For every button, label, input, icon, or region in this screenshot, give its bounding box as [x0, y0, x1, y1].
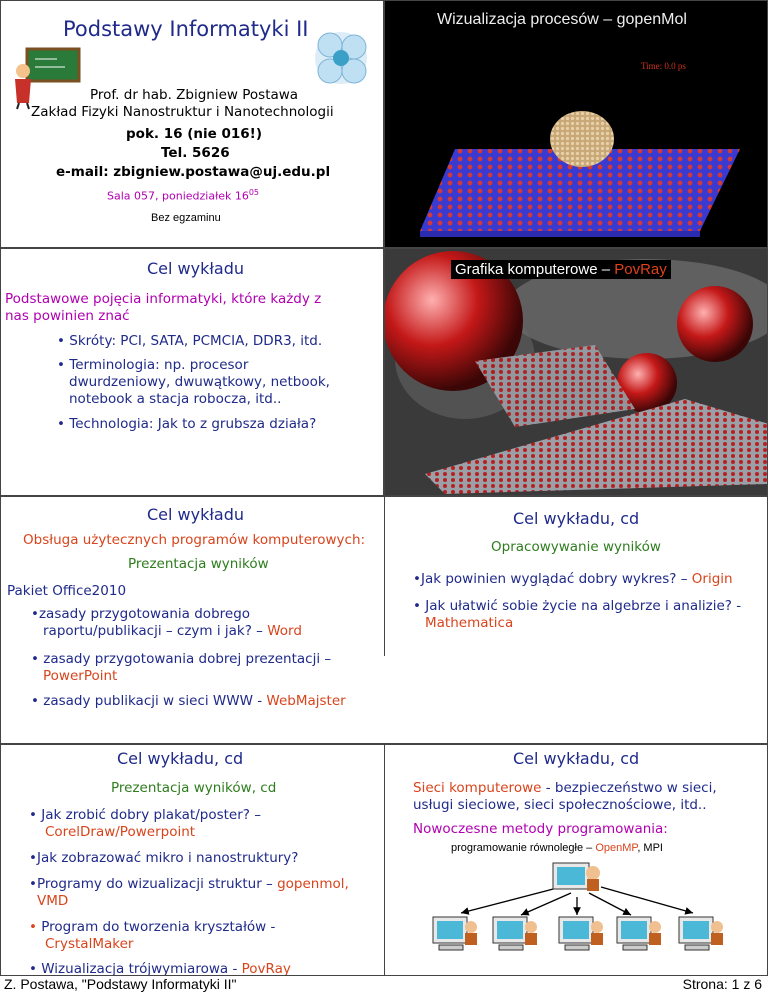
- master-computer-icon: [553, 863, 600, 891]
- time-label: Time: 0.0 ps: [641, 61, 686, 71]
- slide-divider: [384, 496, 385, 656]
- item-networks-line-2: usługi sieciowe, sieci społecznościowe, itd..: [413, 797, 707, 813]
- footer-author: Z. Postawa, "Podstawy Informatyki II": [4, 976, 237, 992]
- slide-gopenmol: [384, 0, 768, 248]
- phone: Tel. 5626: [161, 145, 230, 161]
- povray-render-image: [385, 249, 768, 496]
- left-subtitle-2: Prezentacja wyników: [128, 556, 269, 572]
- lecture-room: [107, 188, 259, 203]
- bullet-terminology: • Terminologia: np. procesor: [57, 357, 249, 373]
- department: Zakład Fizyki Nanostruktur i Nanotechnologii: [31, 104, 334, 120]
- left-subtitle: Obsługa użytecznych programów komputerowych:: [23, 532, 366, 548]
- item-word-line-2: [43, 623, 302, 639]
- item-text: • Wizualizacja trójwymiarowa -: [29, 961, 242, 976]
- right-title: Cel wykładu, cd: [513, 749, 640, 768]
- item-text: - bezpieczeństwo w sieci,: [541, 780, 717, 796]
- item-topic: Sieci komputerowe: [413, 780, 542, 796]
- title-text: Grafika komputerowe –: [455, 261, 615, 278]
- slide-title: [451, 260, 671, 279]
- item-powerpoint-line-2: PowerPoint: [43, 668, 118, 684]
- course-title: Podstawy Informatyki II: [63, 17, 309, 41]
- office-package: Pakiet Office2010: [7, 583, 127, 599]
- left-subtitle: Prezentacja wyników, cd: [111, 780, 277, 796]
- simulation-image: [395, 91, 755, 241]
- lecture-time-sup: 05: [248, 188, 260, 197]
- parallel-computing-diagram: [421, 855, 761, 976]
- email: e-mail: zbigniew.postawa@uj.edu.pl: [56, 164, 331, 180]
- bullet-technology: • Technologia: Jak to z grubsza działa?: [57, 416, 317, 432]
- item-program: WebMajster: [266, 693, 346, 709]
- slide-povray: [384, 248, 768, 496]
- bullet-terminology-line-3: notebook a stacja robocza, itd..: [69, 391, 282, 407]
- item-mathematica-line-2: Mathematica: [425, 615, 514, 631]
- item-poster-line-1: • Jak zrobić dobry plakat/poster? –: [29, 807, 261, 823]
- author-name: Prof. dr hab. Zbigniew Postawa: [90, 87, 299, 103]
- worker-computers-icon: [433, 917, 723, 950]
- bullet-terminology-line-2: dwurdzeniowy, dwuwątkowy, netbook,: [69, 374, 330, 390]
- item-visualization-line-1: [29, 876, 349, 892]
- item-program: OpenMP: [595, 842, 638, 854]
- item-programming: Nowoczesne metody programowania:: [413, 821, 668, 837]
- left-title: Cel wykładu: [147, 505, 245, 524]
- room: pok. 16 (nie 016!): [126, 126, 263, 142]
- item-text: Program do tworzenia kryształów -: [36, 919, 276, 935]
- footer-page: Strona: 1 z 6: [682, 976, 762, 992]
- slide-course-title: [0, 0, 384, 248]
- molecule-icon: [306, 23, 376, 93]
- bullet-label: Skróty:: [69, 333, 117, 349]
- item-webmajster: [31, 693, 346, 709]
- item-program: Word: [267, 623, 302, 639]
- intro-line-2: nas powinien znać: [5, 308, 130, 324]
- bullet-label: Technologia:: [69, 416, 154, 432]
- item-powerpoint-line-1: • zasady przygotowania dobrej prezentacji –: [31, 651, 332, 667]
- left-title: Cel wykładu, cd: [117, 749, 244, 768]
- bullet: •: [29, 919, 37, 935]
- item-program: Origin: [691, 571, 733, 587]
- bullet-label: Terminologia:: [69, 357, 160, 373]
- exam-note: Bez egzaminu: [151, 212, 221, 224]
- item-visualization-line-2: VMD: [37, 893, 69, 909]
- item-3d: [29, 961, 291, 976]
- bullet-text: np. procesor: [159, 357, 249, 373]
- item-crystal-line-2: CrystalMaker: [45, 936, 134, 952]
- item-program: gopenmol,: [277, 876, 349, 892]
- item-text: • zasady publikacji w sieci WWW -: [31, 693, 267, 709]
- item-word-line-1: •zasady przygotowania dobrego: [31, 606, 251, 622]
- item-poster-line-2: CorelDraw/Powerpoint: [45, 824, 196, 840]
- right-title: Cel wykładu, cd: [513, 509, 640, 528]
- bullet-text: PCI, SATA, PCMCIA, DDR3, itd.: [116, 333, 323, 349]
- item-parallel: [451, 842, 663, 854]
- intro-line-1: Podstawowe pojęcia informatyki, które każdy z: [5, 291, 322, 307]
- lecture-room-text: Sala 057, poniedziałek 16: [107, 189, 249, 203]
- bullet-shortcuts: • Skróty: PCI, SATA, PCMCIA, DDR3, itd.: [57, 333, 323, 349]
- item-text: •Jak powinien wyglądać dobry wykres? –: [413, 571, 692, 587]
- slide-title: Wizualizacja procesów – gopenMol: [437, 11, 687, 28]
- teacher-clipart-icon: [9, 41, 89, 111]
- right-subtitle: Opracowywanie wyników: [491, 539, 661, 555]
- item-networks-line-1: [413, 780, 717, 796]
- title-highlight: PovRay: [614, 261, 667, 278]
- item-crystal-line-1: [29, 919, 275, 935]
- item-text: raportu/publikacji – czym i jak? –: [43, 623, 268, 639]
- item-nanostructures: •Jak zobrazować mikro i nanostruktury?: [29, 850, 299, 866]
- bullet-text: Jak to z grubsza działa?: [153, 416, 317, 432]
- item-program: PovRay: [241, 961, 291, 976]
- slide-course-goal: [0, 248, 384, 496]
- item-origin: [413, 571, 733, 587]
- slide-divider: [384, 744, 385, 976]
- item-mathematica-line-1: • Jak ułatwić sobie życie na algebrze i analizie? -: [413, 598, 742, 614]
- item-text: •Programy do wizualizacji struktur –: [29, 876, 278, 892]
- slide-title: Cel wykładu: [147, 259, 245, 278]
- item-text: programowanie równoległe –: [451, 842, 596, 854]
- item-text-end: , MPI: [637, 842, 663, 854]
